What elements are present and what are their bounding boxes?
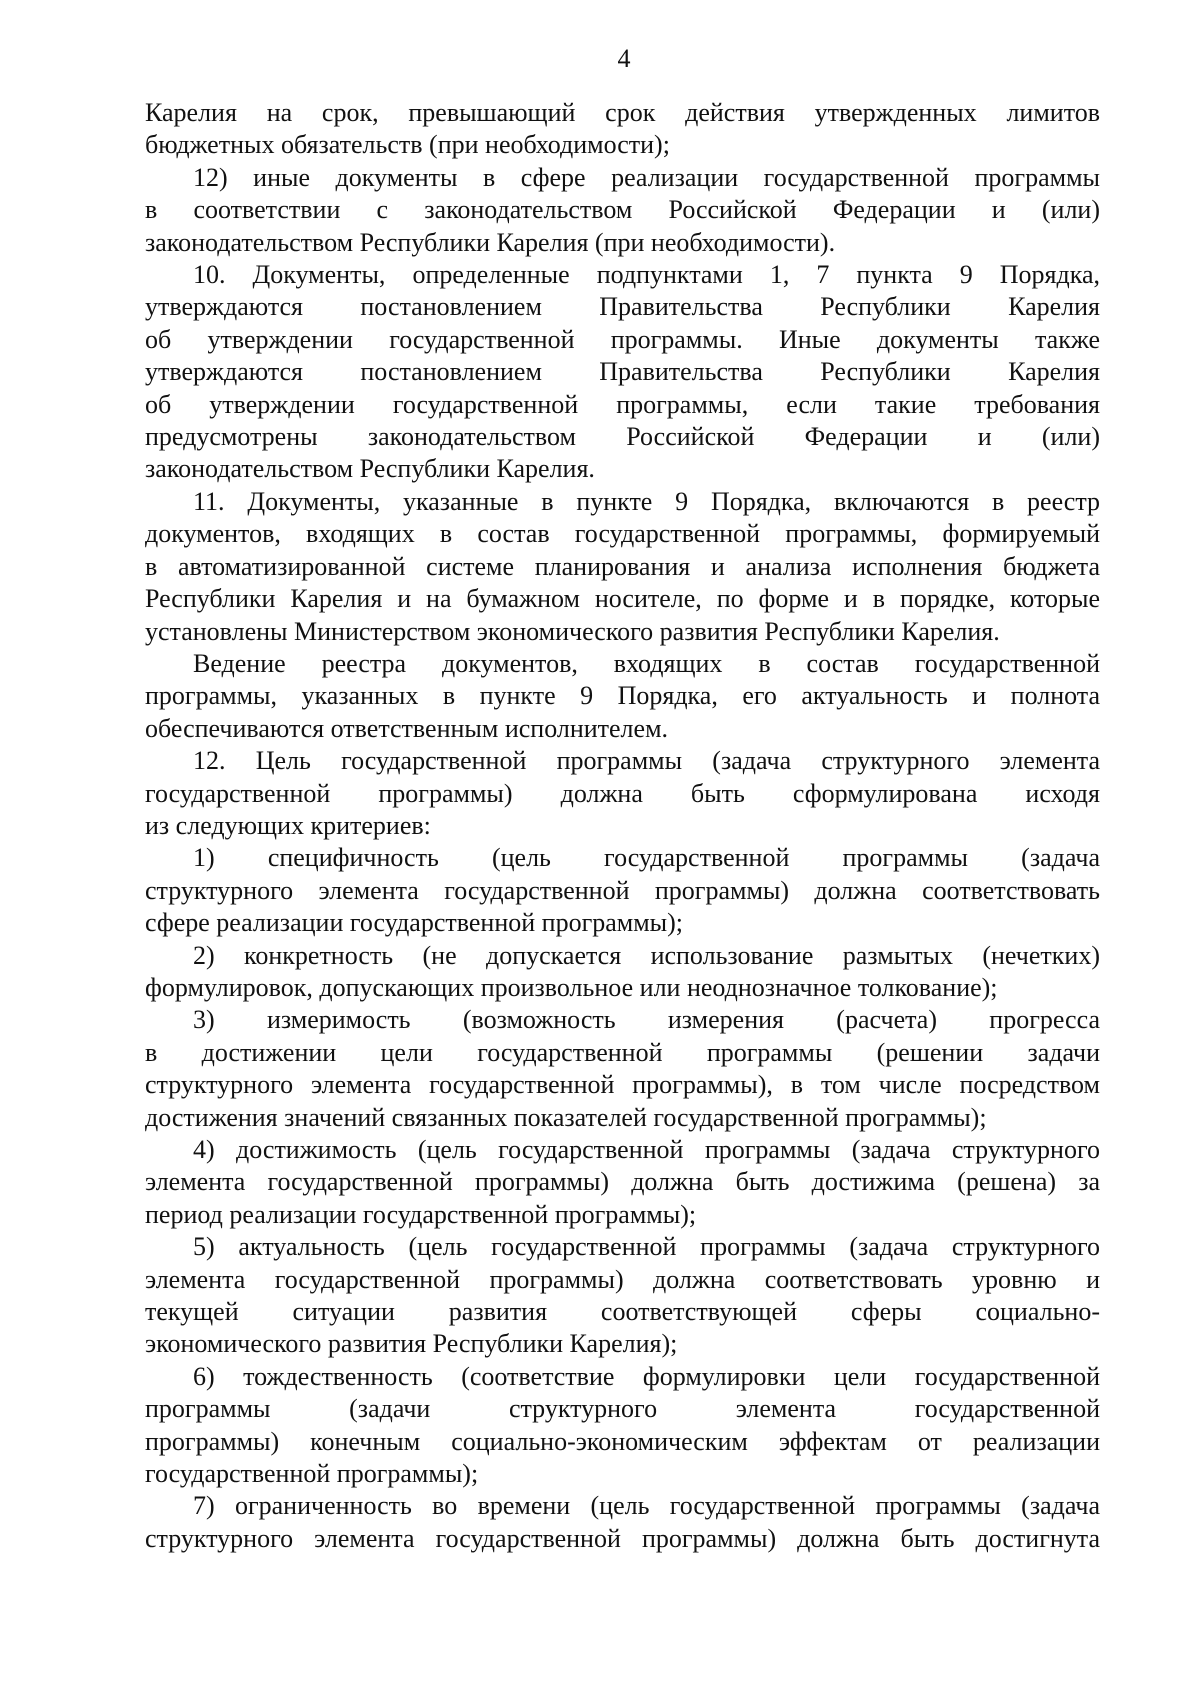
text-line: 12. Цель государственной программы (задача структурного элемента [193,746,1100,776]
text-line: 12) иные документы в сфере реализации государственной программы [193,162,1100,192]
text-line: структурного элемента государственной программы) должна соответствовать [145,875,1100,905]
text-line: структурного элемента государственной программы) должна быть достигнута [145,1523,1100,1553]
text-line: 10. Документы, определенные подпунктами 1, 7 пункта 9 Порядка, [193,260,1100,290]
paragraph [145,1231,1100,1361]
paragraph [145,259,1100,486]
text-line: Карелия на срок, превышающий срок действия утвержденных лимитов [145,98,1100,127]
paragraph [145,842,1100,939]
text-line: законодательством Республики Карелия. [145,454,595,484]
text-line: бюджетных обязательств (при необходимости); [145,130,670,160]
text-line: законодательством Республики Карелия (при необходимости). [145,227,836,257]
text-line: достижения значений связанных показателей государственной программы); [145,1102,987,1132]
text-line: утверждаются постановлением Правительства Республики Карелия [145,357,1100,387]
text-line: элемента государственной программы) должна быть достижима (решена) за [145,1167,1100,1197]
text-line: установлены Министерством экономического развития Республики Карелия. [145,616,1000,646]
text-line: в автоматизированной системе планирования и анализа исполнения бюджета [145,551,1100,581]
text-line: экономического развития Республики Карелия); [145,1329,678,1359]
text-line: 7) ограниченность во времени (цель государственной программы (задача [193,1491,1100,1521]
text-line: утверждаются постановлением Правительства Республики Карелия [145,292,1100,322]
paragraph [145,1134,1100,1231]
paragraph [145,162,1100,259]
paragraph [145,97,1100,162]
text-line: в соответствии с законодательством Российской Федерации и (или) [145,195,1100,225]
text-line: элемента государственной программы) должна соответствовать уровню и [145,1264,1100,1294]
text-line: 11. Документы, указанные в пункте 9 Порядка, включаются в реестр [193,486,1100,516]
page-number: 4 [617,44,631,73]
text-line: государственной программы) должна быть сформулирована исходя [145,778,1100,808]
text-line: в достижении цели государственной программы (решении задачи [145,1037,1100,1067]
paragraph [145,1361,1100,1491]
text-line: государственной программы); [145,1459,479,1489]
paragraph [145,1004,1100,1134]
text-line: Республики Карелия и на бумажном носителе, по форме и в порядке, которые [145,584,1100,614]
text-line: об утверждении государственной программы. Иные документы также [145,324,1100,354]
text-line: 5) актуальность (цель государственной программы (задача структурного [193,1232,1100,1262]
text-line: об утверждении государственной программы, если такие требования [145,389,1100,419]
text-line: формулировок, допускающих произвольное или неоднозначное толкование); [145,972,998,1002]
document-body [145,97,1100,1555]
text-line: 3) измеримость (возможность измерения (расчета) прогресса [193,1005,1100,1035]
text-line: предусмотрены законодательством Российской Федерации и (или) [145,422,1100,452]
paragraph [145,648,1100,745]
paragraph [145,1490,1100,1555]
text-line: сфере реализации государственной программы); [145,908,684,938]
text-line: Ведение реестра документов, входящих в состав государственной [193,648,1100,678]
text-line: программы, указанных в пункте 9 Порядка, его актуальность и полнота [145,681,1100,711]
text-line: программы) конечным социально-экономическим эффектам от реализации [145,1426,1100,1456]
text-line: 6) тождественность (соответствие формулировки цели государственной [193,1361,1100,1391]
text-line: программы (задачи структурного элемента государственной [145,1394,1100,1424]
text-line: текущей ситуации развития соответствующей сферы социально- [145,1297,1100,1327]
text-line: 4) достижимость (цель государственной программы (задача структурного [193,1135,1100,1164]
text-line: 2) конкретность (не допускается использование размытых (нечетких) [193,940,1100,970]
text-line: структурного элемента государственной программы), в том числе посредством [145,1070,1100,1100]
text-line: из следующих критериев: [145,810,431,840]
paragraph [145,745,1100,842]
text-line: документов, входящих в состав государственной программы, формируемый [145,519,1100,549]
paragraph [145,486,1100,648]
paragraph [145,940,1100,1005]
text-line: обеспечиваются ответственным исполнителем. [145,713,669,743]
text-line: период реализации государственной программы); [145,1199,697,1229]
text-line: 1) специфичность (цель государственной программы (задача [193,843,1100,873]
